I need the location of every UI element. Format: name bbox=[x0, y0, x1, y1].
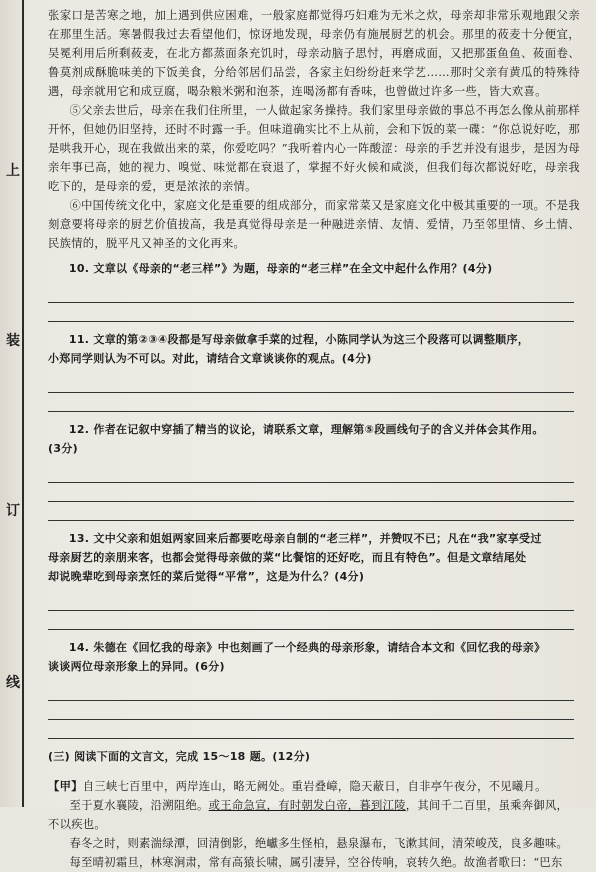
answer-line[interactable] bbox=[48, 374, 574, 393]
question-13-cont-1: 母亲厨艺的亲朋来客，也都会觉得母亲做的菜“比餐馆的还好吃，而且有特色”。但是文章结尾处 bbox=[48, 551, 527, 564]
answer-line[interactable] bbox=[48, 682, 574, 701]
question-12-cont: (3分) bbox=[48, 442, 78, 455]
answer-line[interactable] bbox=[48, 393, 574, 412]
answer-line[interactable] bbox=[48, 611, 574, 630]
answer-lines-10[interactable] bbox=[48, 284, 580, 322]
question-11-cont: 小郑同学则认为不可以。对此，请结合文章谈谈你的观点。(4分) bbox=[48, 352, 372, 365]
answer-lines-13[interactable] bbox=[48, 592, 580, 630]
answer-line[interactable] bbox=[48, 303, 574, 322]
question-14-cont: 谈谈两位母亲形象上的异同。(6分) bbox=[48, 660, 225, 673]
answer-lines-11[interactable] bbox=[48, 374, 580, 412]
binding-label-line: 线 bbox=[6, 675, 20, 691]
question-13-cont-2: 却说晚辈吃到母亲烹饪的菜后觉得“平常”，这是为什么？(4分) bbox=[48, 570, 365, 583]
question-10: 10. 文章以《母亲的“老三样”》为题，母亲的“老三样”在全文中起什么作用？(4分) bbox=[68, 262, 493, 275]
passage-paragraph-4: 张家口是苦寒之地，加上遇到供应困难，一般家庭都觉得巧妇难为无米之炊，母亲却非常乐观地跟父亲在那里生活。寒暑假我过去看望他们，惊讶地发现，母亲仍有施展厨艺的机会。那里的莜麦十分便宜，吴冕利用后所剩莜麦，在北方都蒸面条充饥时，母亲动脑子思忖，再磨成面，又把那蛋鱼鱼、莜面卷、鲁莫剂成酥脆味美的下饭美食，分给邻居们品尝，各家主妇纷纷赶来学艺……那时父亲有黄瓜的特殊待遇，母亲就用它和成豆腐，喝杂粮米粥和泡茶，连喝汤都有香味，也曾做过许多一些，皆大欢喜。 bbox=[48, 9, 580, 98]
jia-line-1: 自三峡七百里中，两岸连山，略无阙处。重岩叠嶂，隐天蔽日，自非亭午夜分，不见曦月。 bbox=[82, 780, 547, 793]
answer-line[interactable] bbox=[48, 502, 574, 521]
answer-line[interactable] bbox=[48, 284, 574, 303]
answer-line[interactable] bbox=[48, 720, 574, 739]
jia-line-2a: 至于夏水襄陵，沿溯阻绝。 bbox=[69, 799, 209, 812]
jia-line-2c: ，其间千二百里，虽乘奔御风， bbox=[405, 799, 569, 812]
binding-label-staple: 装 bbox=[6, 333, 20, 349]
question-13: 13. 文中父亲和姐姐两家回来后都要吃母亲自制的“老三样”，并赞叹不已；凡在“我”家享受过 bbox=[68, 532, 542, 545]
binding-margin-line bbox=[22, 0, 24, 807]
binding-label-top: 上 bbox=[6, 163, 20, 179]
answer-lines-14[interactable] bbox=[48, 682, 580, 739]
passage-paragraph-5: ⑤父亲去世后，母亲在我们住所里，一人做起家务操持。我们家里母亲做的事总不再怎么像从前那样开怀，但她仍旧坚持，还时不时露一手。但味道确实比不上从前，会和下饭的菜一碟：“你总说好吃，那是哄我开心，现在我做出来的菜，你爱吃吗？”我听着内心一阵酸涩：母亲的手艺并没有退步，是因为母亲年事已高，她的视力、嗅觉、味觉都在衰退了，掌握不好火候和咸淡，但我们每次都说好吃，母亲我吃下的，是母亲的爱，更是浓浓的亲情。 bbox=[48, 104, 580, 193]
answer-line[interactable] bbox=[48, 464, 574, 483]
question-11: 11. 文章的第②③④段都是写母亲做拿手菜的过程，小陈同学认为这三个段落可以调整顺序， bbox=[68, 333, 530, 346]
classical-text-jia-5: 每至晴初霜旦，林寒涧肃，常有高猿长啸，属引凄异，空谷传响，哀转久绝。故渔者歌曰：“巴东 bbox=[69, 856, 563, 869]
passage-paragraph-6: ⑥中国传统文化中，家庭文化是重要的组成部分，而家常菜又是家庭文化中极其重要的一项。不是我刻意要将母亲的厨艺价值拔高，我是真觉得母亲是一种融进亲情、友情、爱情，乃至邻里情、乡土情、民族情的，脱平凡又神圣的文化再来。 bbox=[48, 199, 580, 250]
answer-line[interactable] bbox=[48, 701, 574, 720]
jia-label: 【甲】 bbox=[48, 779, 83, 793]
answer-line[interactable] bbox=[48, 483, 574, 502]
classical-text-jia-2 bbox=[48, 796, 580, 815]
binding-label-order: 订 bbox=[6, 503, 20, 519]
answer-lines-12[interactable] bbox=[48, 464, 580, 521]
section-3-heading: (三) 阅读下面的文言文，完成 15～18 题。(12分) bbox=[48, 750, 311, 763]
classical-text-jia-1 bbox=[48, 777, 580, 796]
jia-underlined-sentence: 或王命急宣，有时朝发白帝，暮到江陵 bbox=[208, 799, 406, 812]
classical-text-jia-3: 不以疾也。 bbox=[48, 818, 106, 831]
exam-content bbox=[48, 6, 580, 872]
question-14: 14. 朱德在《回忆我的母亲》中也刻画了一个经典的母亲形象，请结合本文和《回忆我的母亲》 bbox=[68, 641, 546, 654]
classical-text-jia-4: 春冬之时，则素湍绿潭，回清倒影，绝巘多生怪柏，悬泉瀑布，飞漱其间，清荣峻茂，良多趣味。 bbox=[69, 837, 569, 850]
question-12: 12. 作者在记叙中穿插了精当的议论，请联系文章，理解第⑤段画线句子的含义并体会其作用。 bbox=[68, 423, 544, 436]
answer-line[interactable] bbox=[48, 592, 574, 611]
